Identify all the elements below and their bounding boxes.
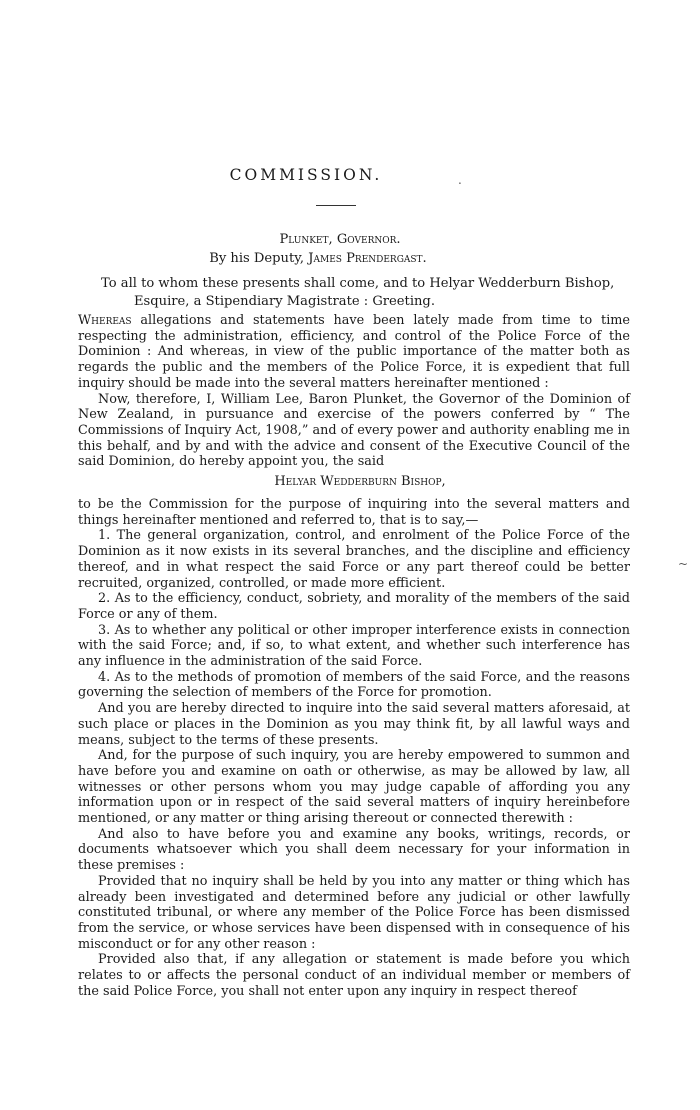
purpose-paragraph: to be the Commission for the purpose of inquiring into the several matters and things hereinafter mentioned and referred to, that is to say,— <box>78 497 630 528</box>
item-1: 1. The general organization, control, and enrolment of the Police Force of the Dominion as it now exists in its several branches, and the discipline and efficiency thereof, and in what respect the said Force or any part thereof could be better recruited, organized, controlled, or made more efficient. <box>78 528 630 591</box>
item-4: 4. As to the methods of promotion of members of the said Force, and the reasons governing the selection of members of the Force for promotion. <box>78 669 630 701</box>
address-line-2: Esquire, a Stipendiary Magistrate : Greeting. <box>134 294 435 309</box>
whereas-paragraph <box>78 313 630 470</box>
whereas-text: allegations and statements have been lately made from time to time respecting the administration, efficiency, and control of the Police Force of the Dominion : And whereas, in view of the public importance of the matter both as regards the public and the members of the Police Force, it is expedient that full inquiry should be made into the several matters hereinafter mentioned : <box>78 313 630 391</box>
item-2: 2. As to the efficiency, conduct, sobriety, and morality of the members of the said Force or any of them. <box>78 591 630 622</box>
governor-line: Plunket, Governor. <box>279 232 401 247</box>
appointee-name: Helyar Wedderburn Bishop, <box>274 474 446 489</box>
commission-body <box>78 497 630 1000</box>
margin-mark: ~ <box>678 557 689 571</box>
item-3: 3. As to whether any political or other improper interference exists in connection with the said Force; and, if so, to what extent, and whether such interference has any influence in the administration of the said Force. <box>78 622 630 670</box>
whereas-lead: Whereas <box>78 313 132 328</box>
proviso-2-paragraph: Provided also that, if any allegation or statement is made before you which relates to or affects the personal conduct of an individual member or members of the said Police Force, you shall not enter upon any inquiry in respect thereof <box>78 952 630 999</box>
title-divider <box>316 205 356 206</box>
address-line-1: To all to whom these presents shall come, and to Helyar Wedderburn Bishop, <box>101 276 615 291</box>
empowered-paragraph: And, for the purpose of such inquiry, you are hereby empowered to summon and have before you and examine on oath or otherwise, as may be allowed by law, all witnesses or other persons whom you may judge capable of affording you any information upon or in respect of the said several matters of inquiry hereinbefore mentioned, or any matter or thing arising thereout or connected therewith : <box>78 748 630 827</box>
books-paragraph: And also to have before you and examine any books, writings, records, or documents whatsoever which you shall deem necessary for your information in these premises : <box>78 826 630 874</box>
page-title: COMMISSION. <box>229 166 383 184</box>
proviso-1-paragraph: Provided that no inquiry shall be held by you into any matter or thing which has already been investigated and determined before any judicial or other lawfully constituted tribunal, or where any member of the Police Force has been dismissed from the service, or whose services have been dispensed with in consequence of his misconduct or for any other reason : <box>78 873 630 952</box>
deputy-prefix: By his Deputy, <box>209 251 309 266</box>
now-paragraph: Now, therefore, I, William Lee, Baron Plunket, the Governor of the Dominion of New Zealand, in pursuance and exercise of the powers conferred by “ The Commissions of Inquiry Act, 1908,” and of every power and authority enabling me in this behalf, and by and with the advice and consent of the Executive Council of the said Dominion, do hereby appoint you, the said <box>78 391 630 470</box>
deputy-name: James Prendergast. <box>308 251 427 266</box>
deputy-line <box>0 251 658 267</box>
speck-mark: . <box>458 173 462 187</box>
directed-paragraph: And you are hereby directed to inquire into the said several matters aforesaid, at such place or places in the Dominion as you may think fit, by all lawful ways and means, subject to the terms of these presents. <box>78 701 630 748</box>
